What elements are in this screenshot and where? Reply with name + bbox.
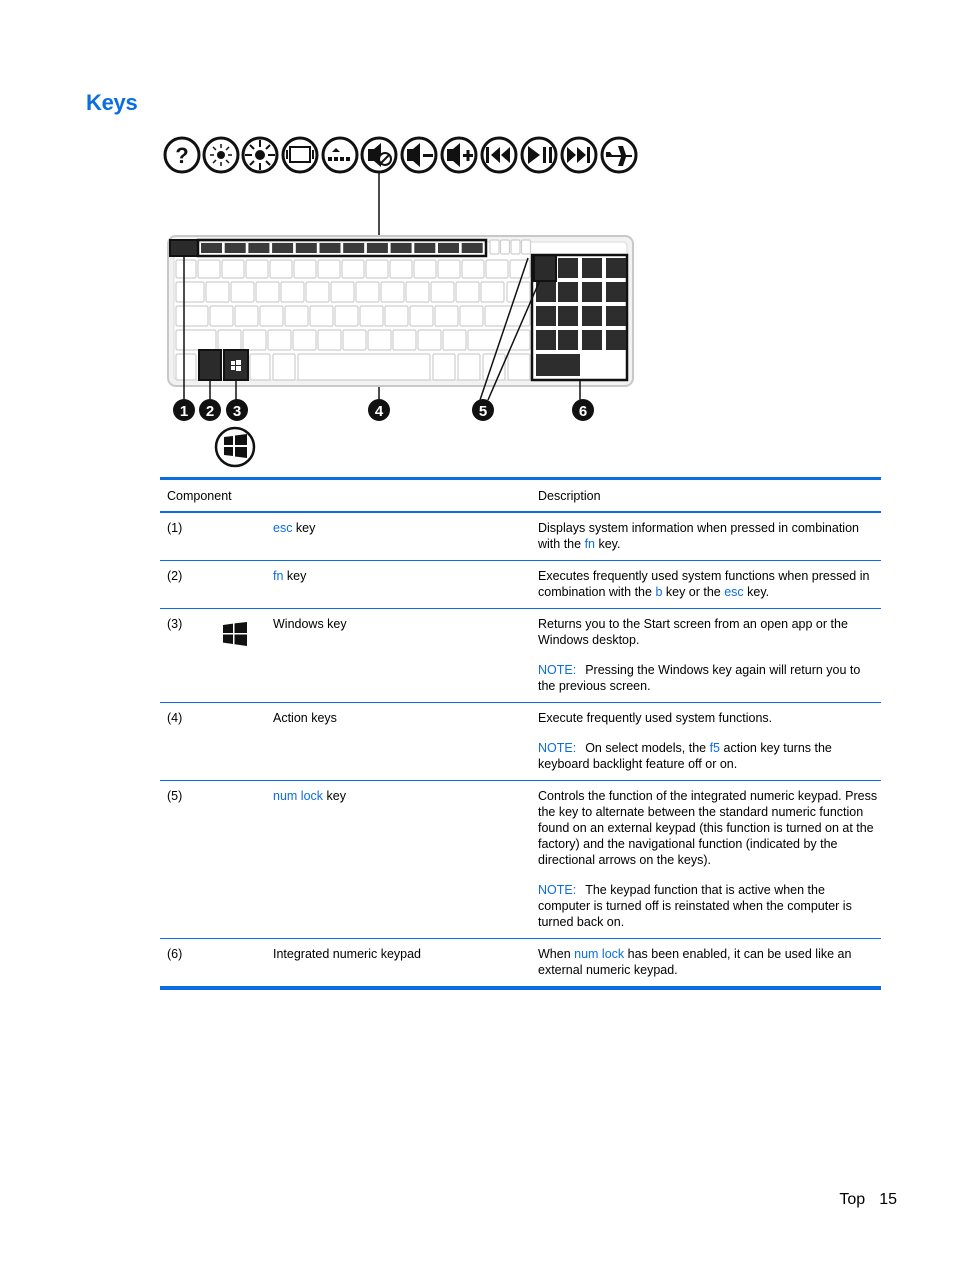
keyboard-key [486,260,508,278]
keyboard-key [318,330,341,350]
keyboard-key [210,306,233,326]
note-label: NOTE: [538,663,577,677]
description-text [538,946,878,978]
keyboard-key [462,260,484,278]
note [538,882,878,930]
text-run: key [292,521,316,535]
keyboard-key [368,330,391,350]
keyboard-key [356,282,379,302]
component-number: (3) [167,617,183,631]
svg-text:4: 4 [374,403,384,420]
keyboard-key [410,306,433,326]
component-number: (1) [167,521,183,535]
numpad-key [582,282,602,302]
keyboard-key [481,282,504,302]
key-name-link[interactable]: esc [724,585,744,599]
numpad-key [558,282,578,302]
keyboard-key [268,330,291,350]
keyboard-key [273,354,295,380]
action-key [367,243,388,253]
component-name: Windows key [273,617,347,631]
keyboard-key [490,240,499,254]
callout-4 [368,399,390,421]
action-key [225,243,246,253]
top-link[interactable]: Top [839,1191,866,1208]
keyboard-key [431,282,454,302]
key-name-link[interactable]: fn [584,537,595,551]
component-name: Integrated numeric keypad [273,947,422,961]
component-icon-cell [213,567,273,600]
component-name [273,519,538,552]
description-text [538,568,878,600]
keyboard-key [285,306,308,326]
svg-text:?: ? [175,143,189,168]
component-description [538,945,878,978]
component-description [538,787,878,930]
keyboard-illustration [160,130,650,470]
page-heading: Keys [86,90,138,115]
keyboard-key [381,282,404,302]
note [538,662,878,694]
keyboard-key [406,282,429,302]
keyboard-key [443,330,466,350]
keyboard-key [293,330,316,350]
keyboard-key [385,306,408,326]
keyboard-key [318,260,340,278]
keyboard-backlight-icon [323,138,357,172]
component-icon-cell [213,519,273,552]
note [538,740,878,772]
action-key [343,243,364,253]
component-description [538,709,878,772]
action-key [414,243,435,253]
numpad-key [582,330,602,350]
component-description [538,519,878,552]
keyboard-key [511,240,520,254]
text-run: Returns you to the Start screen from an open app or the Windows desktop. [538,617,848,647]
keyboard-key [343,330,366,350]
text-run: key or the [662,585,725,599]
text-run: Displays system information when pressed in combination with the [538,521,859,551]
action-key [272,243,293,253]
keyboard-key [306,282,329,302]
keyboard-key [310,306,333,326]
svg-text:1: 1 [179,403,189,420]
action-key [201,243,222,253]
text-run: Execute frequently used system functions. [538,711,773,725]
action-key [296,243,317,253]
description-text [538,616,878,648]
keyboard-key [243,330,266,350]
numpad-key [606,330,626,350]
component-description [538,567,878,600]
keyboard-figure [160,130,650,470]
callout-5 [472,399,494,421]
keyboard-key [485,306,530,326]
text-run: The keypad function that is active when the computer is turned off is reinstated when the computer is turned back on. [538,883,852,929]
text-run: On select models, the [585,741,710,755]
page-number: 15 [879,1191,897,1208]
keyboard-key [460,306,483,326]
callout-2 [199,399,221,421]
keyboard-key [256,282,279,302]
table-row [160,609,881,703]
keyboard-key [198,260,220,278]
note-label: NOTE: [538,741,577,755]
table-row [160,703,881,781]
svg-text:2: 2 [205,403,215,420]
component-icon-cell [213,945,273,978]
keyboard-key [270,260,292,278]
text-run: action key turns the keyboard backlight feature off or on. [538,741,832,771]
keyboard-key [458,354,480,380]
action-key [320,243,341,253]
numpad-key [582,306,602,326]
windows-logo-badge [216,428,254,466]
description-text [538,520,878,552]
keyboard-key [342,260,364,278]
numpad-key [606,258,626,278]
numpad-key [606,306,626,326]
header-component: Component [167,488,232,503]
keyboard-key [468,330,530,350]
header-description: Description [538,488,601,503]
component-table [160,477,881,990]
table-row [160,561,881,609]
keyboard-key [176,282,204,302]
numpad-key [582,258,602,278]
action-key [462,243,483,253]
action-key-icons [165,138,636,172]
text-run: key. [595,537,621,551]
keyboard-key [331,282,354,302]
keyboard-key [456,282,479,302]
keyboard-key [433,354,455,380]
keyboard-key [176,354,196,380]
component-number: (2) [167,569,183,583]
description-text [538,788,878,868]
text-run: key [283,569,307,583]
keyboard-key [418,330,441,350]
keyboard-key [435,306,458,326]
keyboard-key [438,260,460,278]
action-key [391,243,412,253]
component-icon-cell [213,787,273,930]
keyboard-key [235,306,258,326]
keyboard-key [246,260,268,278]
table-row [160,939,881,986]
keyboard-key [218,330,241,350]
keyboard-key [508,354,530,380]
text-run: key [323,789,346,803]
keyboard-key [206,282,229,302]
keyboard-key [366,260,388,278]
component-number: (6) [167,947,183,961]
text-run: Pressing the Windows key again will return you to the previous screen. [538,663,861,693]
component-number: (4) [167,711,183,725]
page-footer [825,1191,897,1209]
text-run: has been enabled, it can be used like an external numeric keypad. [538,947,852,977]
keyboard-key [393,330,416,350]
action-key [248,243,269,253]
callout-6 [572,399,594,421]
note-label: NOTE: [538,883,577,897]
component-name [273,787,538,930]
keyboard-key [522,240,531,254]
component-icon-cell [213,709,273,772]
action-key [438,243,459,253]
table-row [160,513,881,561]
key-name-link[interactable]: fn [273,569,284,583]
keyboard-key [231,282,254,302]
table-row [160,781,881,939]
key-name-link[interactable]: num lock [574,947,625,961]
numpad-key [558,258,578,278]
keyboard-key [360,306,383,326]
text-run: Controls the function of the integrated numeric keypad. Press the key to alternate between the standard numeric function found on an external keypad (this function is turned on at the factory) and the navigational function (indicated by the directional arrows on the keys). [538,789,878,867]
keyboard-key [176,260,196,278]
keyboard-key [176,306,208,326]
component-description [538,615,878,694]
keyboard-key [176,330,216,350]
keyboard-key [414,260,436,278]
component-name: Action keys [273,711,337,725]
keyboard-key [250,354,270,380]
keyboard-key [294,260,316,278]
numpad-key [536,330,556,350]
text-run: key. [743,585,770,599]
text-run: When [538,947,575,961]
key-name-link[interactable]: num lock [273,789,324,803]
numpad-key [536,306,556,326]
keyboard-key [281,282,304,302]
key-name-link[interactable]: esc [273,521,293,535]
callout-3 [226,399,248,421]
numpad-key [606,282,626,302]
svg-text:3: 3 [232,403,242,420]
component-icon-cell [213,615,273,694]
table-header [160,480,881,513]
component-name [273,567,538,600]
keyboard-key [298,354,430,380]
callout-1 [173,399,195,421]
svg-text:5: 5 [478,403,488,420]
text-run: Executes frequently used system functions when pressed in combination with the [538,569,870,599]
component-number: (5) [167,789,183,803]
numpad-key [536,354,580,376]
keyboard-key [260,306,283,326]
numpad-key [558,306,578,326]
key-name-link[interactable]: b [655,585,663,599]
switch-display-icon [283,138,317,172]
svg-text:6: 6 [578,403,588,420]
keyboard-key [335,306,358,326]
keyboard-key [222,260,244,278]
keyboard-key [501,240,510,254]
key-name-link[interactable]: f5 [709,741,721,755]
windows-logo-icon [223,622,247,650]
keyboard-key [390,260,412,278]
numpad-key [536,282,556,302]
numpad-key [558,330,578,350]
description-text [538,710,878,726]
